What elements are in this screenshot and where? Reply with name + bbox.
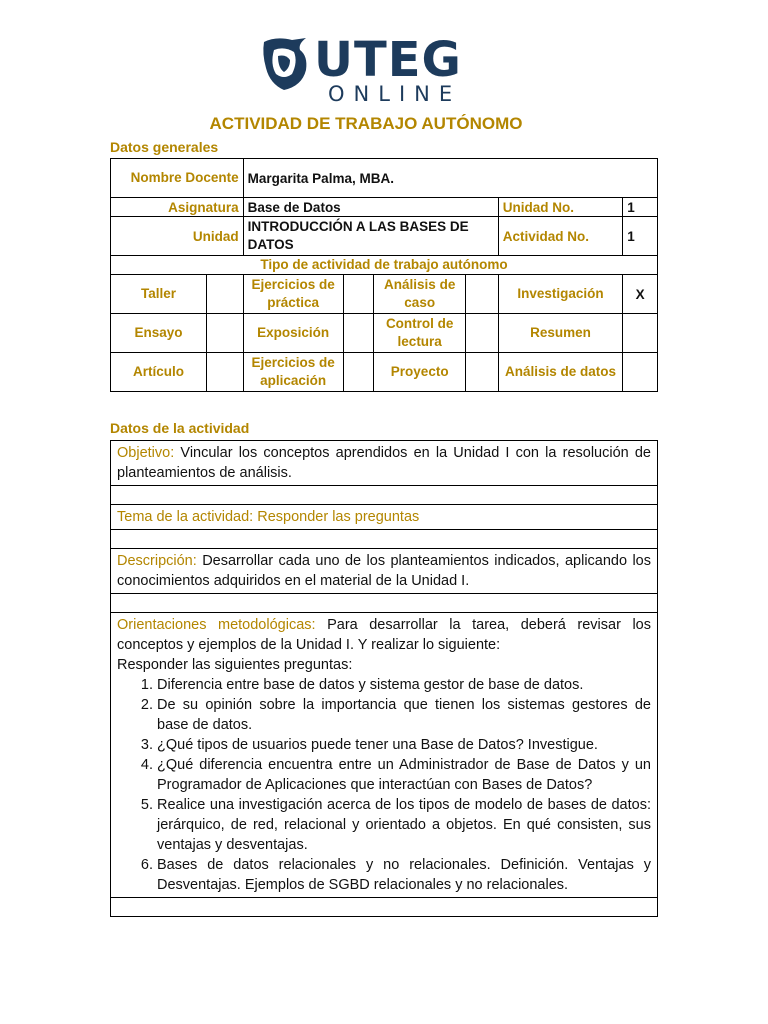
logo-brand: UTEG	[314, 32, 462, 88]
docente-value: Margarita Palma, MBA.	[243, 159, 657, 198]
tipo-exposicion: Exposición	[243, 314, 343, 353]
tipo-control-lectura-mark	[466, 314, 499, 353]
pregunta-item: 1. Diferencia entre base de datos y sistema gestor de base de datos.	[157, 675, 651, 695]
objetivo-label: Objetivo:	[117, 445, 175, 461]
pregunta-item: 6. Bases de datos relacionales y no relacionales. Definición. Ventajas y Desventajas. Ejemplos de SGBD relacionales y no relacionales.	[157, 855, 651, 895]
uteg-logo	[262, 34, 482, 106]
pregunta-item: 2. De su opinión sobre la importancia que tienen los sistemas gestores de base de datos.	[157, 695, 651, 735]
unidad-no-label: Unidad No.	[498, 198, 623, 217]
empty-row	[111, 486, 658, 505]
datos-actividad-label: Datos de la actividad	[110, 420, 250, 436]
unidad-no-value: 1	[623, 198, 658, 217]
datos-generales-table	[110, 158, 658, 392]
tipo-investigacion: Investigación	[498, 275, 623, 314]
tipo-exposicion-mark	[343, 314, 374, 353]
actividad-no-label: Actividad No.	[498, 217, 623, 256]
empty-row	[111, 594, 658, 613]
empty-row	[111, 530, 658, 549]
tipo-ejercicios-aplicacion: Ejercicios de aplicación	[243, 353, 343, 392]
tipo-control-lectura: Control de lectura	[374, 314, 466, 353]
docente-label: Nombre Docente	[111, 159, 244, 198]
orientaciones-cell	[111, 613, 658, 898]
orientaciones-label: Orientaciones metodológicas:	[117, 617, 316, 633]
tipo-resumen-mark	[623, 314, 658, 353]
unidad-label: Unidad	[111, 217, 244, 256]
objetivo-text: Vincular los conceptos aprendidos en la Unidad I con la resolución de planteamientos de análisis.	[117, 445, 651, 481]
tema-actividad: Tema de la actividad: Responder las preguntas	[111, 505, 658, 530]
logo-sub: ONLINE	[328, 82, 462, 106]
objetivo-cell	[111, 441, 658, 486]
descripcion-cell	[111, 549, 658, 594]
pregunta-item: 4. ¿Qué diferencia encuentra entre un Administrador de Base de Datos y un Programador de Aplicaciones que interactúan con Bases de Datos?	[157, 755, 651, 795]
asignatura-value: Base de Datos	[243, 198, 498, 217]
unidad-value: INTRODUCCIÓN A LAS BASES DE DATOS	[243, 217, 498, 256]
tipo-resumen: Resumen	[498, 314, 623, 353]
tipo-ejercicios-practica: Ejercicios de práctica	[243, 275, 343, 314]
shield-helmet-icon	[262, 36, 314, 92]
tipo-taller-mark	[206, 275, 243, 314]
descripcion-label: Descripción:	[117, 553, 197, 569]
tipo-articulo-mark	[206, 353, 243, 392]
tipo-investigacion-mark: X	[623, 275, 658, 314]
preguntas-list	[117, 675, 651, 895]
tipo-ejercicios-practica-mark	[343, 275, 374, 314]
tipo-analisis-caso: Análisis de caso	[374, 275, 466, 314]
datos-actividad-table	[110, 440, 658, 917]
tipo-analisis-datos: Análisis de datos	[498, 353, 623, 392]
tipo-taller: Taller	[111, 275, 207, 314]
responder-text: Responder las siguientes preguntas:	[117, 657, 353, 673]
tipo-ensayo-mark	[206, 314, 243, 353]
descripcion-text: Desarrollar cada uno de los planteamientos indicados, aplicando los conocimientos adquiridos en el material de la Unidad I.	[117, 553, 651, 589]
tipo-actividad-label: Tipo de actividad de trabajo autónomo	[111, 256, 658, 275]
asignatura-label: Asignatura	[111, 198, 244, 217]
tipo-ejercicios-aplicacion-mark	[343, 353, 374, 392]
orientaciones-text: Para desarrollar la tarea, deberá revisar los conceptos y ejemplos de la Unidad I. Y realizar lo siguiente:	[117, 617, 651, 653]
actividad-no-value: 1	[623, 217, 658, 256]
tipo-ensayo: Ensayo	[111, 314, 207, 353]
tipo-analisis-caso-mark	[466, 275, 499, 314]
tipo-analisis-datos-mark	[623, 353, 658, 392]
pregunta-item: 5. Realice una investigación acerca de los tipos de modelo de bases de datos: jerárquico, de red, relacional y orientado a objetos. En qué consisten, sus ventajas y desventajas.	[157, 795, 651, 855]
empty-row	[111, 898, 658, 917]
pregunta-item: 3. ¿Qué tipos de usuarios puede tener una Base de Datos? Investigue.	[157, 735, 651, 755]
tipo-articulo: Artículo	[111, 353, 207, 392]
tipo-proyecto: Proyecto	[374, 353, 466, 392]
tipo-proyecto-mark	[466, 353, 499, 392]
page-title: ACTIVIDAD DE TRABAJO AUTÓNOMO	[209, 114, 523, 133]
datos-generales-label: Datos generales	[110, 139, 219, 155]
